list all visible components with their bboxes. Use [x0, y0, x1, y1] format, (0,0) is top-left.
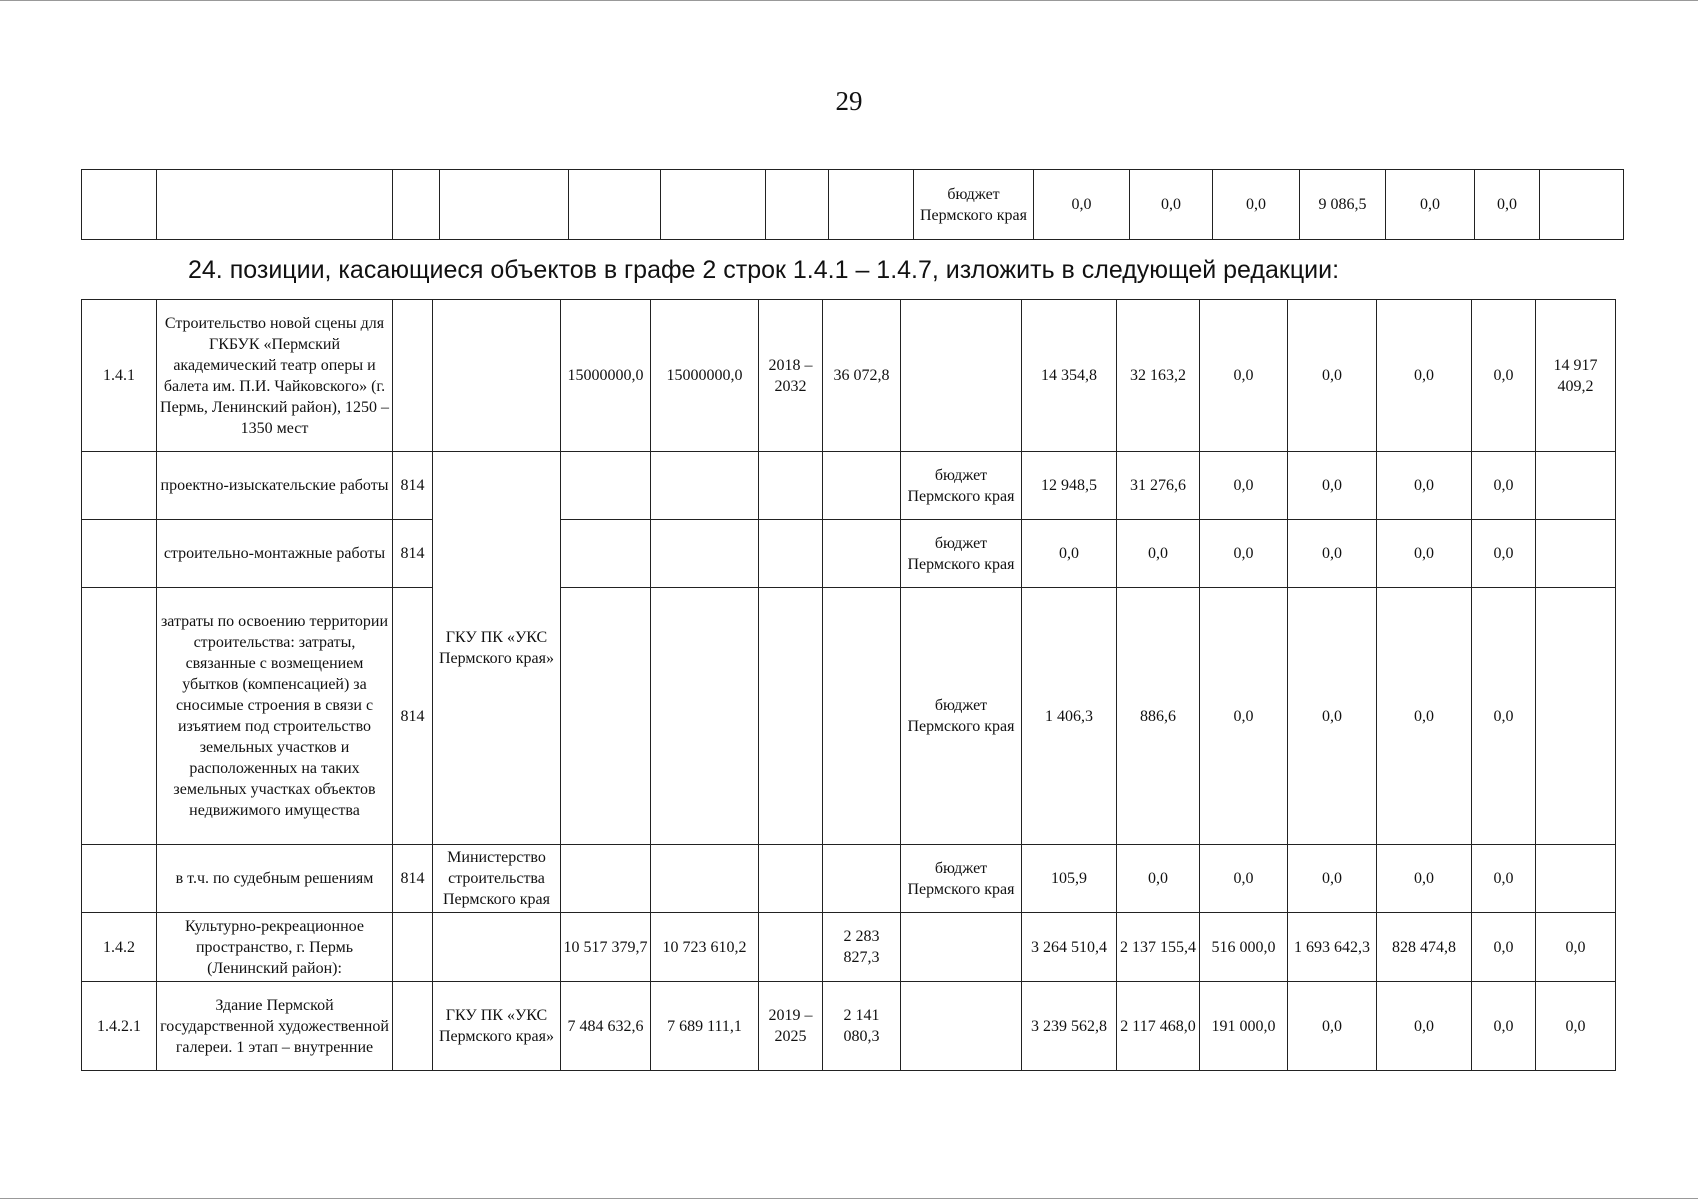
cost-cell: 15000000,0 [561, 300, 651, 452]
value-cell: 191 000,0 [1200, 982, 1288, 1071]
value-cell: 0,0 [1386, 170, 1475, 240]
value-cell: 14 917 409,2 [1536, 300, 1616, 452]
period-cell [759, 845, 823, 913]
executor-cell [433, 913, 561, 982]
prior-cell [823, 845, 901, 913]
cell-empty [661, 170, 766, 240]
code-cell: 814 [393, 452, 433, 520]
value-cell: 0,0 [1536, 982, 1616, 1071]
value-cell: 0,0 [1200, 452, 1288, 520]
object-name: Культурно-рекреационное пространство, г. Пермь (Ленинский район): [157, 913, 393, 982]
value-cell: 0,0 [1475, 170, 1540, 240]
executor-cell [433, 300, 561, 452]
cost-cell [651, 588, 759, 845]
value-cell: 14 354,8 [1022, 300, 1117, 452]
cell-empty [393, 170, 440, 240]
prior-cell [823, 520, 901, 588]
value-cell: 105,9 [1022, 845, 1117, 913]
funding-source: бюджет Пермского края [901, 845, 1022, 913]
table-row [82, 452, 1616, 520]
code-cell [393, 982, 433, 1071]
executor-cell: ГКУ ПК «УКС Пермского края» [433, 982, 561, 1071]
row-number: 1.4.1 [82, 300, 157, 452]
cost-cell: 15000000,0 [651, 300, 759, 452]
prior-cell: 2 141 080,3 [823, 982, 901, 1071]
object-name: затраты по освоению территории строительства: затраты, связанные с возмещением убытков (компенсацией) за сносимые строения в связи с изъятием под строительство земельных участков и расположенных на таких земельных участках объектов недвижимого имущества [157, 588, 393, 845]
period-cell [759, 520, 823, 588]
value-cell: 0,0 [1288, 452, 1377, 520]
value-cell: 1 693 642,3 [1288, 913, 1377, 982]
value-cell: 0,0 [1536, 913, 1616, 982]
code-cell: 814 [393, 588, 433, 845]
value-cell: 0,0 [1288, 845, 1377, 913]
value-cell: 0,0 [1472, 845, 1536, 913]
value-cell: 0,0 [1117, 845, 1200, 913]
funding-source [901, 913, 1022, 982]
period-cell [759, 588, 823, 845]
value-cell: 32 163,2 [1117, 300, 1200, 452]
value-cell: 0,0 [1034, 170, 1130, 240]
value-cell: 0,0 [1472, 452, 1536, 520]
code-cell: 814 [393, 845, 433, 913]
object-name: строительно-монтажные работы [157, 520, 393, 588]
funding-source [901, 982, 1022, 1071]
cell-empty [829, 170, 914, 240]
continuation-table [81, 169, 1624, 240]
object-name: проектно-изыскательские работы [157, 452, 393, 520]
table-row [82, 300, 1616, 452]
value-cell: 0,0 [1288, 588, 1377, 845]
cost-cell [561, 845, 651, 913]
value-cell: 0,0 [1288, 300, 1377, 452]
row-number [82, 588, 157, 845]
value-cell: 0,0 [1472, 913, 1536, 982]
value-cell [1536, 520, 1616, 588]
value-cell: 516 000,0 [1200, 913, 1288, 982]
table-row [82, 520, 1616, 588]
value-cell: 0,0 [1022, 520, 1117, 588]
value-cell: 9 086,5 [1300, 170, 1386, 240]
value-cell [1540, 170, 1624, 240]
cost-cell: 10 517 379,7 [561, 913, 651, 982]
prior-cell: 2 283 827,3 [823, 913, 901, 982]
object-name: Строительство новой сцены для ГКБУК «Пермский академический театр оперы и балета им. П.И. Чайковского» (г. Пермь, Ленинский район), 1250 – 1350 мест [157, 300, 393, 452]
value-cell: 0,0 [1472, 520, 1536, 588]
value-cell: 0,0 [1117, 520, 1200, 588]
object-name: Здание Пермской государственной художественной галереи. 1 этап – внутренние [157, 982, 393, 1071]
prior-cell [823, 452, 901, 520]
table-row [82, 982, 1616, 1071]
value-cell: 0,0 [1377, 452, 1472, 520]
cost-cell [651, 520, 759, 588]
value-cell [1536, 588, 1616, 845]
table-row [82, 170, 1624, 240]
value-cell: 0,0 [1472, 300, 1536, 452]
prior-cell [823, 588, 901, 845]
cost-cell [561, 452, 651, 520]
period-cell [759, 913, 823, 982]
period-cell [759, 452, 823, 520]
cost-cell [651, 452, 759, 520]
value-cell: 3 264 510,4 [1022, 913, 1117, 982]
page-edge-top [0, 0, 1698, 1]
value-cell: 0,0 [1288, 982, 1377, 1071]
value-cell: 0,0 [1200, 300, 1288, 452]
value-cell: 0,0 [1377, 520, 1472, 588]
value-cell: 0,0 [1377, 300, 1472, 452]
value-cell: 2 117 468,0 [1117, 982, 1200, 1071]
object-name: в т.ч. по судебным решениям [157, 845, 393, 913]
cost-cell: 10 723 610,2 [651, 913, 759, 982]
funding-source: бюджет Пермского края [914, 170, 1034, 240]
value-cell: 0,0 [1377, 845, 1472, 913]
cost-cell [561, 588, 651, 845]
value-cell: 0,0 [1472, 982, 1536, 1071]
page-number: 29 [835, 86, 863, 116]
cell-empty [157, 170, 393, 240]
cost-cell [561, 520, 651, 588]
value-cell: 3 239 562,8 [1022, 982, 1117, 1071]
value-cell: 31 276,6 [1117, 452, 1200, 520]
row-number [82, 452, 157, 520]
prior-cell: 36 072,8 [823, 300, 901, 452]
value-cell: 0,0 [1130, 170, 1213, 240]
table-row [82, 588, 1616, 845]
value-cell: 0,0 [1213, 170, 1300, 240]
row-number [82, 520, 157, 588]
objects-table [81, 299, 1616, 1071]
cost-cell [651, 845, 759, 913]
cell-empty [766, 170, 829, 240]
row-number [82, 845, 157, 913]
value-cell: 0,0 [1200, 845, 1288, 913]
value-cell: 828 474,8 [1377, 913, 1472, 982]
code-cell [393, 300, 433, 452]
funding-source: бюджет Пермского края [901, 452, 1022, 520]
value-cell: 1 406,3 [1022, 588, 1117, 845]
value-cell: 0,0 [1472, 588, 1536, 845]
code-cell [393, 913, 433, 982]
funding-source [901, 300, 1022, 452]
executor-cell: ГКУ ПК «УКС Пермского края» [433, 452, 561, 845]
funding-source: бюджет Пермского края [901, 588, 1022, 845]
value-cell: 0,0 [1288, 520, 1377, 588]
value-cell: 0,0 [1200, 520, 1288, 588]
value-cell: 2 137 155,4 [1117, 913, 1200, 982]
table-row [82, 913, 1616, 982]
amendment-heading: 24. позиции, касающиеся объектов в графе 2 строк 1.4.1 – 1.4.7, изложить в следующей редакции: [188, 256, 1340, 284]
value-cell: 886,6 [1117, 588, 1200, 845]
cell-empty [82, 170, 157, 240]
value-cell: 12 948,5 [1022, 452, 1117, 520]
value-cell: 0,0 [1200, 588, 1288, 845]
cost-cell: 7 484 632,6 [561, 982, 651, 1071]
period-cell: 2018 – 2032 [759, 300, 823, 452]
executor-cell: Министерство строительства Пермского края [433, 845, 561, 913]
code-cell: 814 [393, 520, 433, 588]
page-edge-bottom [0, 1198, 1698, 1199]
period-cell: 2019 – 2025 [759, 982, 823, 1071]
value-cell [1536, 845, 1616, 913]
value-cell: 0,0 [1377, 588, 1472, 845]
cost-cell: 7 689 111,1 [651, 982, 759, 1071]
row-number: 1.4.2 [82, 913, 157, 982]
value-cell [1536, 452, 1616, 520]
cell-empty [440, 170, 569, 240]
row-number: 1.4.2.1 [82, 982, 157, 1071]
cell-empty [569, 170, 661, 240]
funding-source: бюджет Пермского края [901, 520, 1022, 588]
table-row [82, 845, 1616, 913]
value-cell: 0,0 [1377, 982, 1472, 1071]
